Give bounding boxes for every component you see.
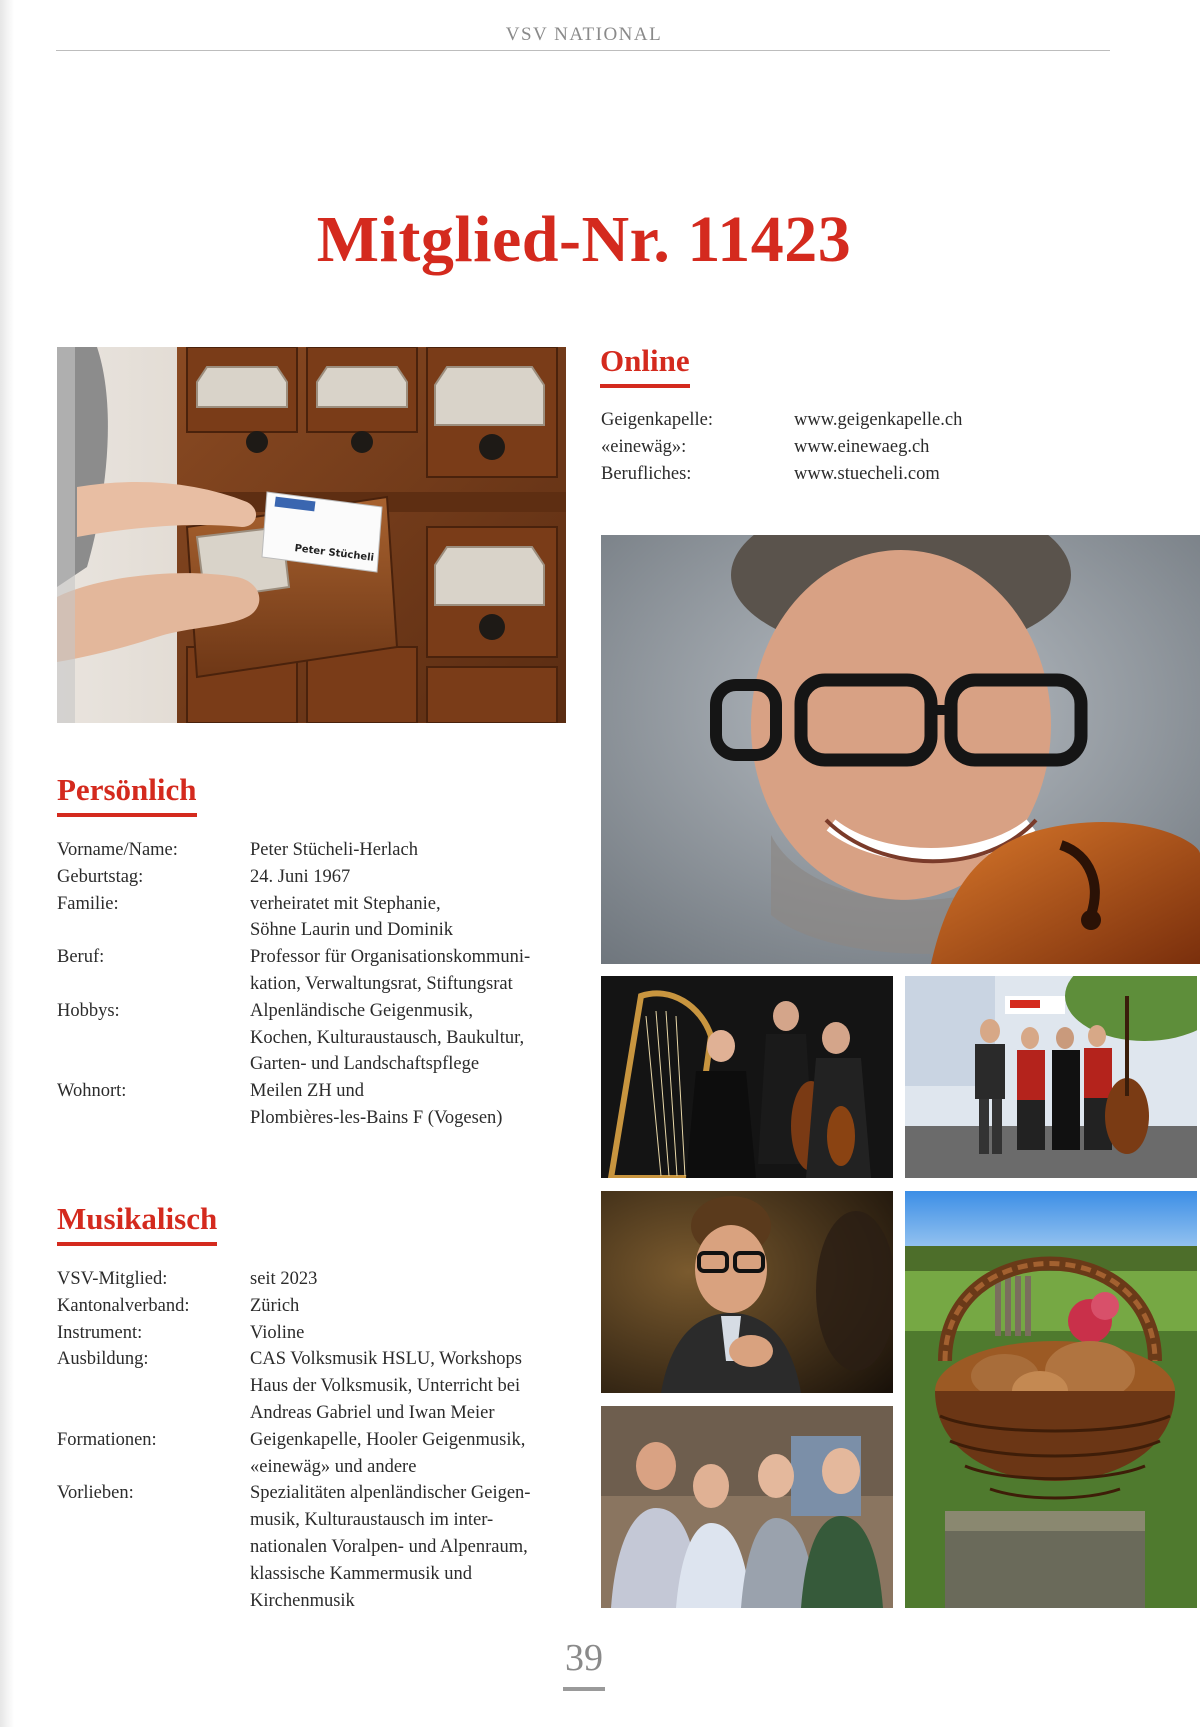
personal-row: [57, 944, 567, 971]
personal-value: Professor für Organisationskommuni-: [250, 947, 531, 968]
personal-row: [57, 864, 567, 891]
online-row: [601, 407, 1021, 434]
personal-value: Söhne Laurin und Dominik: [250, 920, 453, 941]
musical-row: [57, 1293, 567, 1320]
online-row: [601, 434, 1021, 461]
personal-value: Meilen ZH und: [250, 1081, 365, 1102]
musical-value: klassische Kammermusik und: [250, 1563, 472, 1584]
personal-value: Peter Stücheli-Herlach: [250, 840, 418, 860]
online-list: [601, 407, 1021, 487]
musical-row: [57, 1507, 567, 1534]
personal-list: [57, 837, 567, 1132]
musical-label: Formationen:: [57, 1429, 157, 1450]
personal-row: [57, 1025, 567, 1052]
personal-value: 24. Juni 1967: [250, 866, 351, 887]
online-label: Geigenkapelle:: [601, 410, 713, 430]
musical-label: VSV-Mitglied:: [57, 1269, 168, 1289]
musical-value: Spezialitäten alpenländischer Geigen-: [250, 1483, 531, 1504]
personal-row: [57, 1078, 567, 1105]
personal-label: [57, 917, 250, 944]
musical-value: Haus der Volksmusik, Unterricht bei: [250, 1376, 521, 1397]
musical-row: [57, 1454, 567, 1481]
musical-heading: Musikalisch: [57, 1201, 217, 1246]
musical-label: Ausbildung:: [57, 1349, 149, 1370]
personal-value: Garten- und Landschaftspflege: [250, 1054, 480, 1075]
online-link[interactable]: www.stuecheli.com: [794, 463, 940, 484]
musical-value: Kirchenmusik: [250, 1590, 355, 1611]
musical-value: nationalen Voralpen- und Alpenraum,: [250, 1536, 528, 1557]
header-divider: [56, 50, 1110, 51]
personal-label: Vorname/Name:: [57, 840, 178, 860]
mushroom-basket-photo: [905, 1191, 1197, 1608]
band-outdoor-photo: [905, 976, 1197, 1178]
musical-value: Zürich: [250, 1295, 300, 1316]
musical-label: [57, 1507, 250, 1534]
online-label: «einewäg»:: [601, 436, 687, 457]
musical-row: [57, 1534, 567, 1561]
personal-row: [57, 971, 567, 998]
musical-row: [57, 1588, 567, 1615]
personal-value: verheiratet mit Stephanie,: [250, 893, 441, 914]
musical-value: Geigenkapelle, Hooler Geigenmusik,: [250, 1429, 526, 1450]
online-link[interactable]: www.geigenkapelle.ch: [794, 410, 963, 430]
personal-label: Wohnort:: [57, 1081, 127, 1102]
musical-value: seit 2023: [250, 1269, 318, 1289]
personal-heading: Persönlich: [57, 772, 197, 817]
personal-row: [57, 1105, 567, 1132]
page-number-underline: [563, 1687, 605, 1691]
personal-row: [57, 891, 567, 918]
personal-label: [57, 1025, 250, 1052]
online-row: [601, 461, 1021, 488]
personal-label: Beruf:: [57, 947, 105, 968]
musical-label: [57, 1588, 250, 1615]
online-label: Berufliches:: [601, 463, 692, 484]
musical-label: [57, 1454, 250, 1481]
musical-row: [57, 1561, 567, 1588]
personal-value: Kochen, Kulturaustausch, Baukultur,: [250, 1027, 525, 1048]
musical-label: [57, 1373, 250, 1400]
musical-value: «einewäg» und andere: [250, 1456, 417, 1477]
personal-label: Familie:: [57, 893, 119, 914]
family-photo: [601, 1406, 893, 1608]
speaker-portrait-photo: [601, 1191, 893, 1393]
musical-row: [57, 1346, 567, 1373]
musical-label: Kantonalverband:: [57, 1295, 190, 1316]
musical-label: [57, 1561, 250, 1588]
musical-row: [57, 1400, 567, 1427]
personal-value: Alpenländische Geigenmusik,: [250, 1000, 473, 1021]
musical-value: CAS Volksmusik HSLU, Workshops: [250, 1349, 522, 1370]
page-number: 39: [565, 1637, 603, 1679]
personal-value: kation, Verwaltungsrat, Stiftungsrat: [250, 973, 513, 994]
personal-value: Plombières-les-Bains F (Vogesen): [250, 1107, 503, 1128]
musical-label: [57, 1400, 250, 1427]
musical-row: [57, 1373, 567, 1400]
personal-label: Hobbys:: [57, 1000, 120, 1021]
musical-label: [57, 1534, 250, 1561]
musical-value: Andreas Gabriel und Iwan Meier: [250, 1402, 495, 1423]
musical-row: [57, 1266, 567, 1293]
card-label: Peter Stücheli: [293, 543, 375, 564]
musical-value: Violine: [250, 1322, 305, 1343]
personal-row: [57, 998, 567, 1025]
musical-row: [57, 1480, 567, 1507]
personal-label: Geburtstag:: [57, 866, 144, 887]
trio-harp-photo: [601, 976, 893, 1178]
personal-row: [57, 917, 567, 944]
portrait-violin-photo: [601, 535, 1200, 964]
musical-label: Instrument:: [57, 1322, 143, 1343]
personal-row: [57, 837, 567, 864]
personal-label: [57, 1105, 250, 1132]
musical-row: [57, 1427, 567, 1454]
card-catalog-photo: [57, 347, 566, 723]
online-heading: Online: [600, 343, 690, 388]
page-title: Mitglied-Nr. 11423: [316, 203, 852, 276]
personal-row: [57, 1051, 567, 1078]
musical-value: musik, Kulturaustausch im inter-: [250, 1510, 494, 1531]
musical-list: [57, 1266, 567, 1614]
personal-label: [57, 971, 250, 998]
musical-row: [57, 1320, 567, 1347]
personal-label: [57, 1051, 250, 1078]
running-header: VSV NATIONAL: [505, 24, 663, 45]
online-link[interactable]: www.einewaeg.ch: [794, 436, 930, 457]
musical-label: Vorlieben:: [57, 1483, 134, 1504]
